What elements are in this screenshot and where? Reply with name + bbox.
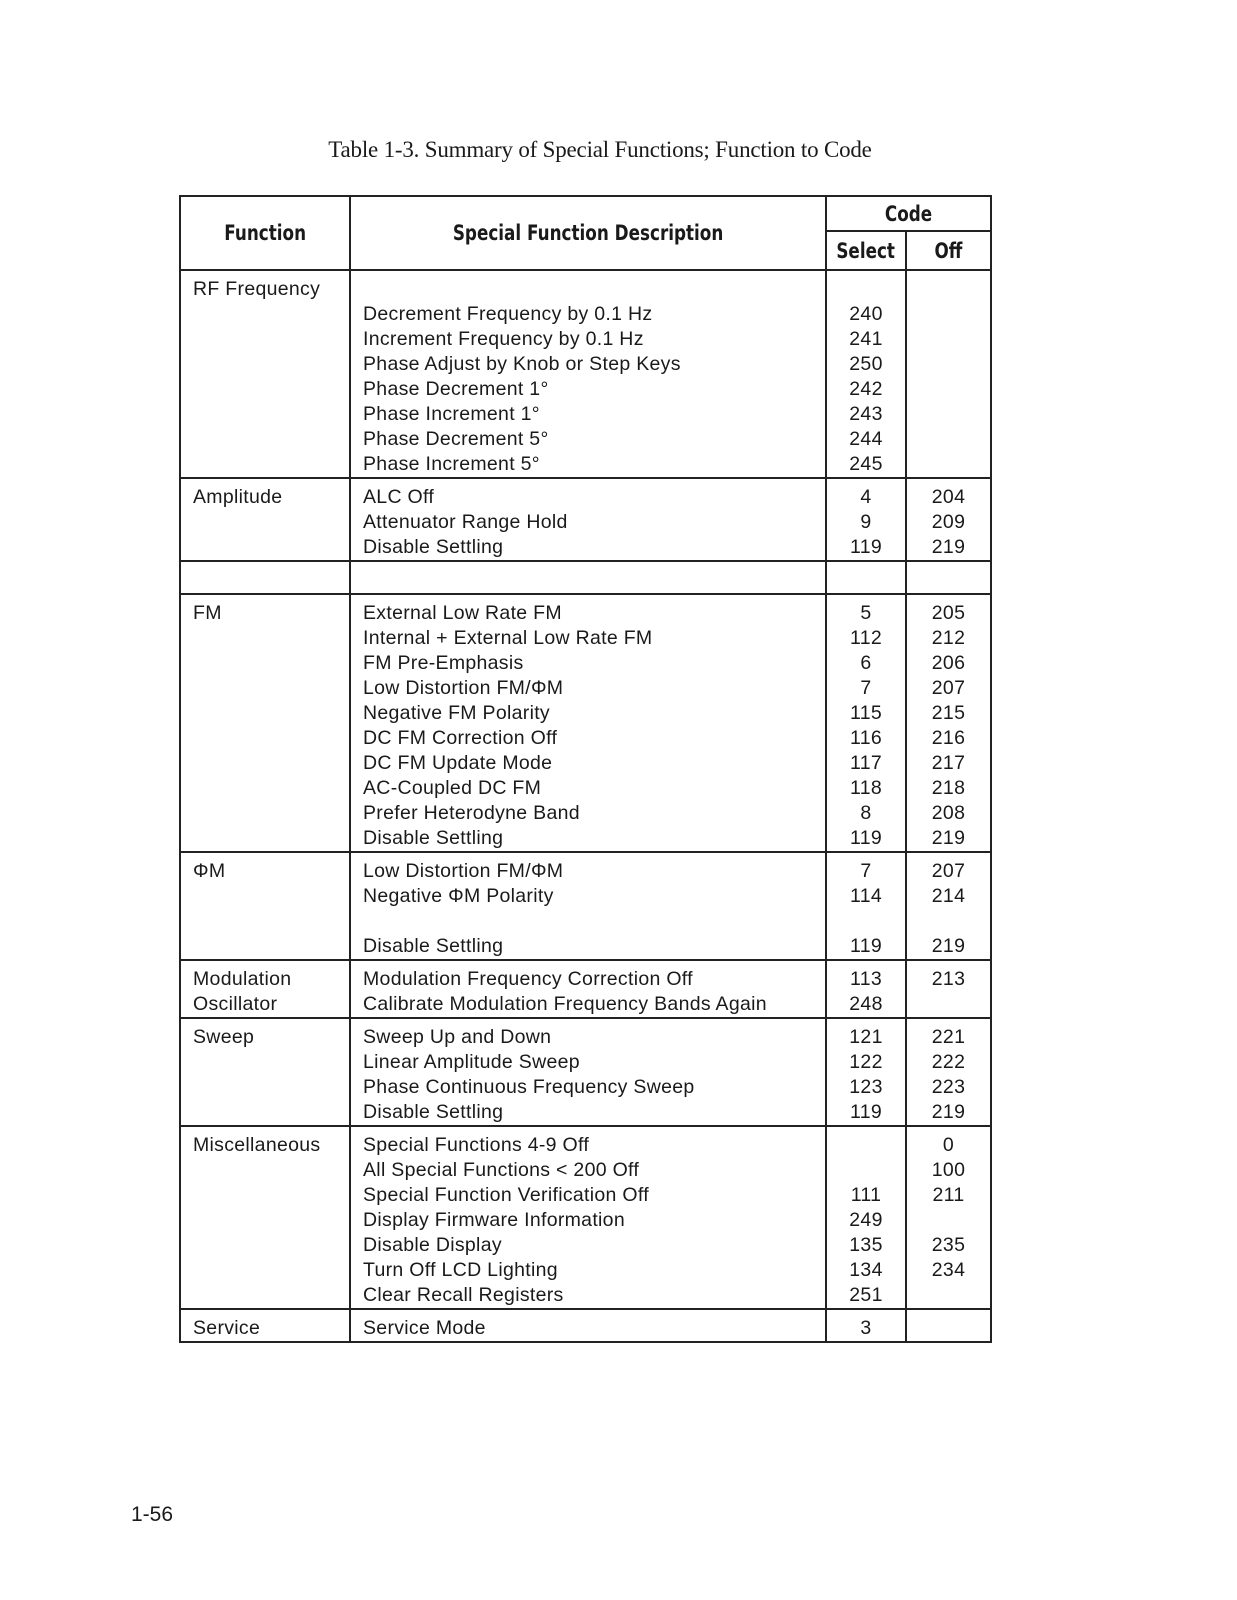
function-group — [181, 271, 990, 479]
special-functions-table — [179, 195, 992, 1343]
off-code — [907, 352, 990, 377]
select-code: 134 — [849, 1259, 883, 1281]
function-description: Low Distortion FM/ΦM — [363, 677, 564, 699]
select-code: 111 — [850, 1184, 882, 1206]
off-code: 214 — [931, 885, 966, 907]
select-code: 7 — [860, 860, 872, 882]
function-description: Negative FM Polarity — [363, 702, 550, 724]
select-code-cell — [827, 1127, 907, 1308]
function-description — [363, 277, 825, 302]
select-code: 119 — [850, 1101, 882, 1123]
off-code — [907, 452, 990, 477]
description-cell — [351, 479, 827, 560]
off-code: 218 — [931, 777, 966, 799]
off-code: 217 — [931, 752, 966, 774]
function-description: FM Pre-Emphasis — [363, 652, 524, 674]
function-name: Sweep — [193, 1026, 255, 1048]
select-code-cell — [827, 853, 907, 959]
select-code-cell — [827, 961, 907, 1017]
select-code: 249 — [849, 1209, 883, 1231]
select-code: 123 — [849, 1076, 883, 1098]
off-code — [907, 302, 990, 327]
select-code: 241 — [849, 328, 883, 350]
off-code: 100 — [931, 1159, 966, 1181]
off-code: 213 — [931, 968, 966, 990]
select-code: 116 — [850, 727, 882, 749]
off-code — [907, 277, 990, 302]
function-name: Oscillator — [193, 993, 278, 1015]
select-code-cell — [827, 271, 907, 477]
select-code: 3 — [860, 1317, 872, 1339]
select-code: 115 — [850, 702, 882, 724]
table-header — [181, 197, 990, 271]
function-description: Modulation Frequency Correction Off — [363, 968, 693, 990]
off-code: 235 — [931, 1234, 966, 1256]
function-description: DC FM Correction Off — [363, 727, 558, 749]
function-description: Decrement Frequency by 0.1 Hz — [363, 303, 653, 325]
function-description: ALC Off — [363, 486, 435, 508]
off-code: 207 — [931, 860, 966, 882]
select-code: 114 — [850, 885, 882, 907]
select-code: 6 — [860, 652, 872, 674]
function-cell — [181, 562, 351, 593]
description-cell — [351, 1310, 827, 1341]
select-code: 240 — [849, 303, 883, 325]
off-code-cell — [907, 595, 990, 851]
select-code: 135 — [849, 1234, 883, 1256]
function-name: RF Frequency — [193, 278, 321, 300]
function-description — [363, 909, 825, 934]
function-description: Disable Display — [363, 1234, 502, 1256]
off-code-cell — [907, 853, 990, 959]
function-name: Amplitude — [193, 486, 283, 508]
off-code-cell — [907, 1127, 990, 1308]
function-description: Special Function Verification Off — [363, 1184, 649, 1206]
function-name: Miscellaneous — [193, 1134, 321, 1156]
description-cell — [351, 853, 827, 959]
off-code — [907, 377, 990, 402]
function-name: FM — [193, 602, 222, 624]
function-description: Phase Continuous Frequency Sweep — [363, 1076, 695, 1098]
select-code-cell — [827, 1310, 907, 1341]
select-code — [827, 277, 905, 302]
select-code: 248 — [849, 993, 883, 1015]
select-code: 243 — [849, 403, 883, 425]
function-description: AC-Coupled DC FM — [363, 777, 542, 799]
description-cell — [351, 1019, 827, 1125]
select-code: 121 — [849, 1026, 883, 1048]
off-code — [907, 1316, 990, 1341]
off-code — [907, 402, 990, 427]
off-code: 204 — [931, 486, 966, 508]
off-code-cell — [907, 961, 990, 1017]
select-code — [827, 1158, 905, 1183]
select-code: 250 — [849, 353, 883, 375]
function-description: Phase Increment 5° — [363, 453, 540, 475]
off-code-cell — [907, 1019, 990, 1125]
function-group — [181, 853, 990, 961]
off-code: 207 — [931, 677, 966, 699]
off-header-cell — [907, 232, 990, 269]
off-code: 219 — [931, 536, 966, 558]
function-description: Calibrate Modulation Frequency Bands Again — [363, 993, 767, 1015]
function-description — [363, 568, 825, 593]
off-code-cell — [907, 479, 990, 560]
function-description: Negative ΦM Polarity — [363, 885, 554, 907]
select-code: 122 — [849, 1051, 883, 1073]
function-description: External Low Rate FM — [363, 602, 562, 624]
function-description: Display Firmware Information — [363, 1209, 625, 1231]
select-code: 118 — [850, 777, 882, 799]
function-description: Sweep Up and Down — [363, 1026, 552, 1048]
select-code: 5 — [860, 602, 872, 624]
off-code: 209 — [931, 511, 966, 533]
function-group — [181, 1019, 990, 1127]
function-description: Turn Off LCD Lighting — [363, 1259, 558, 1281]
description-header-cell — [351, 197, 827, 269]
select-code: 9 — [860, 511, 872, 533]
function-description: Increment Frequency by 0.1 Hz — [363, 328, 644, 350]
off-code: 0 — [942, 1134, 955, 1156]
select-code: 113 — [850, 968, 882, 990]
select-code: 7 — [860, 677, 872, 699]
description-cell — [351, 961, 827, 1017]
function-group — [181, 1127, 990, 1310]
function-description: All Special Functions < 200 Off — [363, 1159, 640, 1181]
description-cell — [351, 1127, 827, 1308]
function-description: Internal + External Low Rate FM — [363, 627, 653, 649]
off-code: 222 — [931, 1051, 966, 1073]
off-code-cell — [907, 1310, 990, 1341]
off-code: 216 — [931, 727, 966, 749]
select-code: 244 — [849, 428, 883, 450]
function-group — [181, 479, 990, 562]
function-cell — [181, 271, 351, 477]
function-group — [181, 1310, 990, 1341]
function-description: Phase Increment 1° — [363, 403, 540, 425]
function-description: Phase Adjust by Knob or Step Keys — [363, 353, 681, 375]
off-code: 212 — [931, 627, 966, 649]
off-code — [907, 1283, 990, 1308]
code-header-group — [827, 197, 990, 269]
select-header: Select — [836, 238, 896, 263]
function-name: Service — [193, 1317, 261, 1339]
off-code: 206 — [931, 652, 966, 674]
function-group — [181, 961, 990, 1019]
select-code: 245 — [849, 453, 883, 475]
select-header-cell — [827, 232, 907, 269]
function-description: Phase Decrement 5° — [363, 428, 549, 450]
off-code — [907, 427, 990, 452]
function-description: Prefer Heterodyne Band — [363, 802, 580, 824]
description-header: Special Function Description — [452, 221, 724, 245]
off-code — [907, 1208, 990, 1233]
off-code — [907, 568, 990, 593]
select-code: 119 — [850, 827, 882, 849]
select-code: 112 — [850, 627, 882, 649]
code-subheaders — [827, 232, 990, 269]
table-body — [181, 271, 990, 1341]
function-description: Attenuator Range Hold — [363, 511, 568, 533]
function-description: Special Functions 4-9 Off — [363, 1134, 590, 1156]
function-cell — [181, 479, 351, 560]
select-code: 8 — [860, 802, 872, 824]
function-cell — [181, 1127, 351, 1308]
function-description: Clear Recall Registers — [363, 1284, 564, 1306]
off-code: 219 — [931, 935, 966, 957]
off-code-cell — [907, 562, 990, 593]
select-code-cell — [827, 479, 907, 560]
off-code — [907, 909, 990, 934]
off-code: 234 — [931, 1259, 966, 1281]
function-description: Disable Settling — [363, 935, 504, 957]
code-header: Code — [884, 201, 933, 226]
function-header: Function — [224, 221, 306, 245]
off-code: 221 — [931, 1026, 966, 1048]
select-code: 242 — [849, 378, 883, 400]
function-name — [193, 568, 349, 593]
code-header-cell — [827, 197, 990, 232]
page-number: 1-56 — [131, 1503, 174, 1526]
description-cell — [351, 562, 827, 593]
function-description: Low Distortion FM/ΦM — [363, 860, 564, 882]
function-description: Linear Amplitude Sweep — [363, 1051, 580, 1073]
select-code: 117 — [850, 752, 882, 774]
function-description: DC FM Update Mode — [363, 752, 553, 774]
function-description: Disable Settling — [363, 827, 504, 849]
off-code: 205 — [931, 602, 966, 624]
select-code: 4 — [860, 486, 872, 508]
function-cell — [181, 1310, 351, 1341]
off-code: 219 — [931, 827, 966, 849]
off-code: 219 — [931, 1101, 966, 1123]
function-cell — [181, 853, 351, 959]
select-code-cell — [827, 562, 907, 593]
off-code: 223 — [931, 1076, 966, 1098]
description-cell — [351, 271, 827, 477]
select-code: 119 — [850, 935, 882, 957]
off-code: 215 — [931, 702, 966, 724]
function-cell — [181, 1019, 351, 1125]
function-name: Modulation — [193, 968, 292, 990]
off-header: Off — [934, 238, 963, 263]
function-cell — [181, 595, 351, 851]
function-cell — [181, 961, 351, 1017]
description-cell — [351, 595, 827, 851]
off-code-cell — [907, 271, 990, 477]
off-code — [907, 992, 990, 1017]
off-code: 211 — [932, 1184, 965, 1206]
select-code: 251 — [849, 1284, 883, 1306]
function-description: Disable Settling — [363, 536, 504, 558]
table-caption: Table 1-3. Summary of Special Functions; Function to Code — [328, 137, 872, 162]
off-code — [907, 327, 990, 352]
select-code-cell — [827, 595, 907, 851]
off-code: 208 — [931, 802, 966, 824]
select-code — [827, 909, 905, 934]
function-name: ΦM — [193, 860, 226, 882]
function-group — [181, 562, 990, 595]
function-header-cell — [181, 197, 351, 269]
select-code — [827, 568, 905, 593]
select-code — [827, 1133, 905, 1158]
function-description: Disable Settling — [363, 1101, 504, 1123]
select-code-cell — [827, 1019, 907, 1125]
function-description: Service Mode — [363, 1317, 486, 1339]
function-description: Phase Decrement 1° — [363, 378, 549, 400]
select-code: 119 — [850, 536, 882, 558]
function-group — [181, 595, 990, 853]
